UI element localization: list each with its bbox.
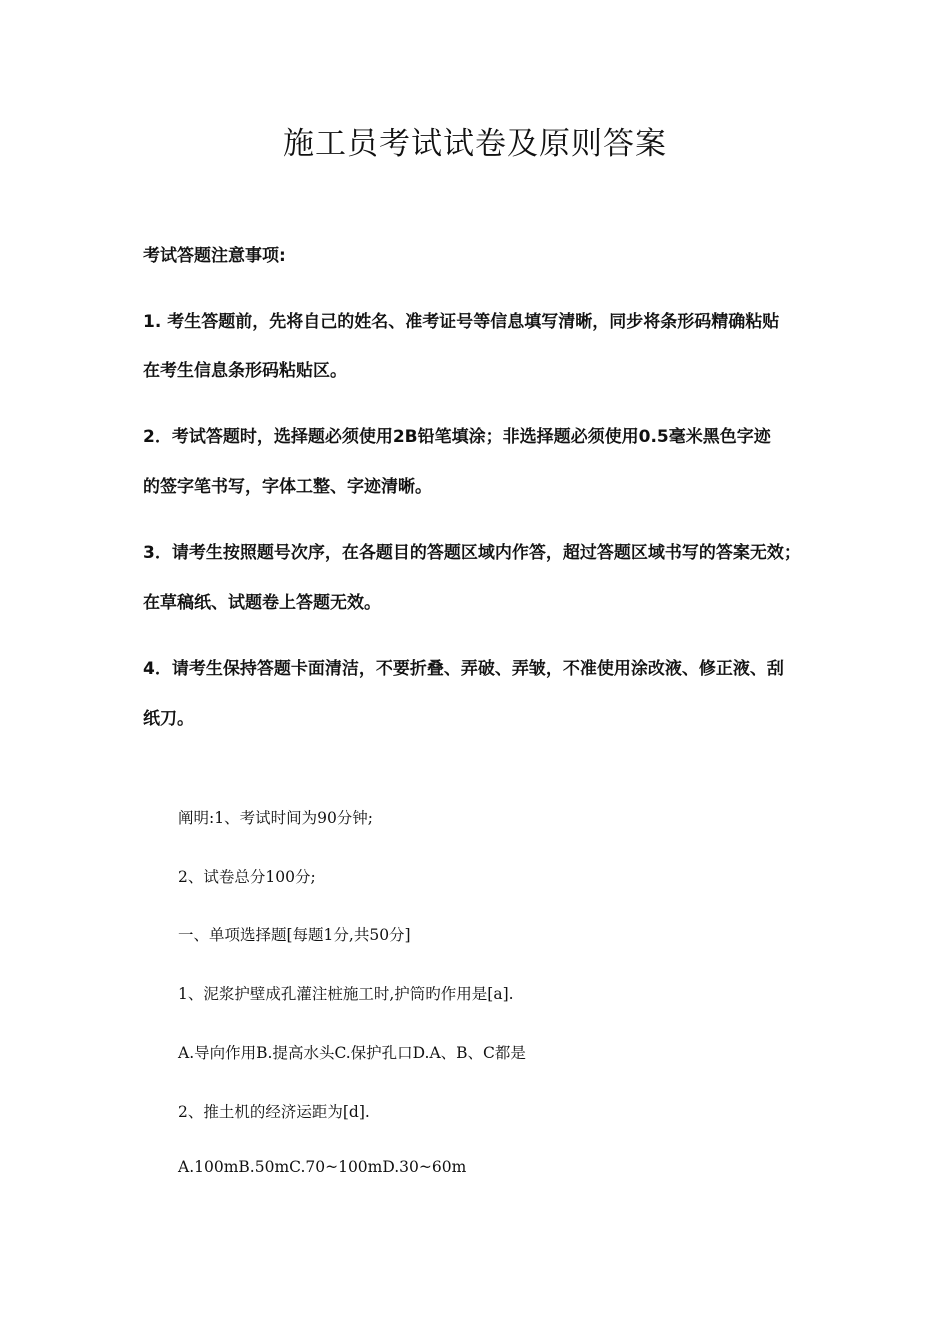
notice-line: 4．请考生保持答题卡面清洁，不要折叠、弄破、弄皱，不准使用涂改液、修正液、刮 [143,659,784,679]
notice-line: 2．考试答题时，选择题必须使用2B铅笔填涂；非选择题必须使用0.5毫米黑色字迹 [143,427,771,447]
notice-line: 在考生信息条形码粘贴区。 [143,361,347,381]
notice-line: 的签字笔书写，字体工整、字迹清晰。 [143,477,432,497]
question-text: 1、泥浆护壁成孔灌注桩施工时,护筒旳作用是[a]. [178,985,514,1003]
question-options: A.导向作用B.提高水头C.保护孔口D.A、B、C都是 [178,1044,526,1062]
section-heading: 一、单项选择题[每题1分,共50分] [178,926,411,944]
notice-line: 3．请考生按照题号次序，在各题目的答题区域内作答，超过答题区域书写的答案无效； [143,543,801,563]
notice-line: 在草稿纸、试题卷上答题无效。 [143,593,381,613]
exam-instruction-line: 阐明:1、考试时间为90分钟; [178,809,374,827]
question-options: A.100mB.50mC.70~100mD.30~60m [178,1158,467,1176]
question-text: 2、推土机的经济运距为[d]. [178,1103,370,1121]
notice-line: 1. 考生答题前，先将自己的姓名、准考证号等信息填写清晰，同步将条形码精确粘贴 [143,312,780,332]
notice-line: 纸刀。 [143,709,194,729]
notice-heading: 考试答题注意事项: [143,246,286,266]
exam-instruction-line: 2、试卷总分100分; [178,868,316,886]
document-title: 施工员考试试卷及原则答案 [283,126,667,162]
